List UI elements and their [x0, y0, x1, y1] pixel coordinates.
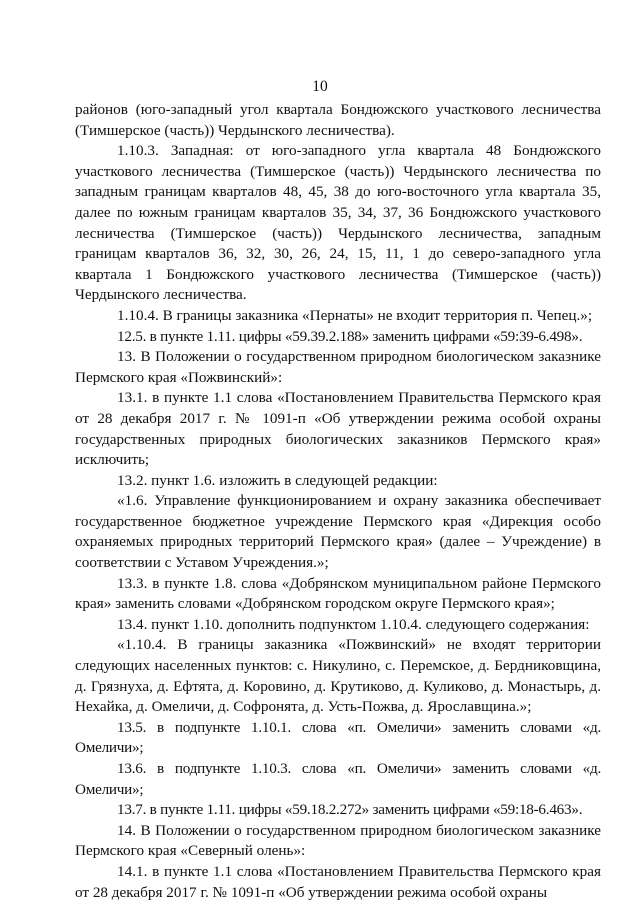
paragraph-12-5: 12.5. в пункте 1.11. цифры «59.39.2.188» заменить цифрами «59:39-6.498». — [117, 327, 583, 345]
paragraph-14-1: 14.1. в пункте 1.1 слова «Постановлением Правительства Пермского края от 28 декабря 2017 г. № 1091-п «Об утверждении режима особой охраны — [75, 862, 601, 901]
paragraph-1-10-3: 1.10.3. Западная: от юго-западного угла квартала 48 Бондюжского участкового лесничества (Тимшерское (часть)) Чердынского лесничества по западным границам кварталов 48, 45, 38 до юго-восточного угла квартала 35, далее по южным границам кварталов 35, 34, 37, 36 Бондюжского участкового лесничества (Тимшерское (часть)) Чердынского лесничества, западным границам кварталов 36, 32, 30, 26, 24, 15, 11, 1 до северо-западного угла квартала 1 Бондюжского участкового лесничества (Тимшерское (часть)) Чердынского лесничества. — [75, 142, 601, 304]
paragraph-13: 13. В Положении о государственном природном биологическом заказнике Пермского края «Пожвинский»: — [75, 348, 601, 386]
page-number: 10 — [312, 78, 328, 95]
paragraph-1-6-quote: «1.6. Управление функционированием и охрану заказника обеспечивает государственное бюджетное учреждение Пермского края «Дирекция особо охраняемых природных территорий Пермского края» (далее – Учреждение) в соответствии с Уставом Учреждения.»; — [75, 492, 601, 572]
paragraph-1-10-4-quote: «1.10.4. В границы заказника «Пожвинский» не входят территории следующих населенных пунктов: с. Никулино, с. Перемское, д. Бердниковщина, д. Грязнуха, д. Ефтята, д. Коровино, д. Крутиково, д. Куликово, д. Монастырь, д. Нехайка, д. Омеличи, д. Софронята, д. Усть-Пожва, д. Ярославщина.»; — [75, 636, 601, 716]
paragraph-13-1: 13.1. в пункте 1.1 слова «Постановлением Правительства Пермского края от 28 декабря 2017 г. № 1091-п «Об утверждении режима особой охраны государственных природных биологических заказников Пермского края» исключить; — [75, 389, 601, 469]
paragraph-13-6: 13.6. в подпункте 1.10.3. слова «п. Омеличи» заменить словами «д. Омеличи»; — [75, 760, 601, 798]
paragraph-13-3: 13.3. в пункте 1.8. слова «Добрянском муниципальном районе Пермского края» заменить словами «Добрянском городском округе Пермского края»; — [75, 574, 601, 613]
paragraph-continuation: районов (юго-западный угол квартала Бондюжского участкового лесничества (Тимшерское (часть)) Чердынского лесничества). — [75, 101, 601, 139]
paragraph-1-10-4: 1.10.4. В границы заказника «Пернаты» не входит территория п. Чепец.»; — [117, 306, 593, 324]
paragraph-13-4: 13.4. пункт 1.10. дополнить подпунктом 1.10.4. следующего содержания: — [117, 615, 590, 633]
paragraph-13-5: 13.5. в подпункте 1.10.1. слова «п. Омеличи» заменить словами «д. Омеличи»; — [75, 718, 601, 757]
paragraph-13-2: 13.2. пункт 1.6. изложить в следующей редакции: — [117, 471, 438, 489]
paragraph-14: 14. В Положении о государственном природном биологическом заказнике Пермского края «Северный олень»: — [75, 821, 601, 860]
document-body — [75, 100, 601, 903]
paragraph-13-7: 13.7. в пункте 1.11. цифры «59.18.2.272» заменить цифрами «59:18-6.463». — [117, 801, 583, 819]
